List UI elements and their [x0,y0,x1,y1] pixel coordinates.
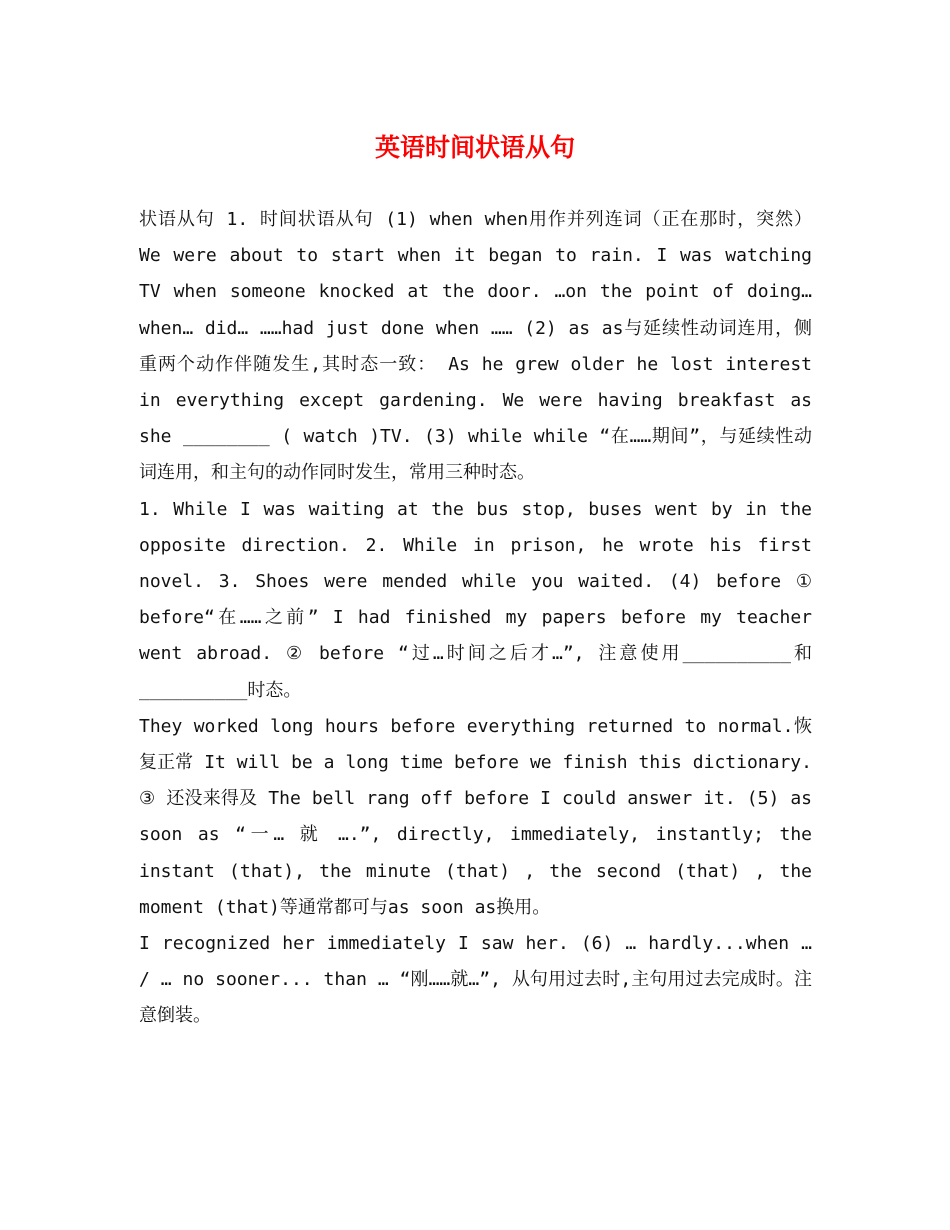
document-title: 英语时间状语从句 [374,133,575,162]
paragraph-1: 状语从句 1. 时间状语从句 (1) when when用作并列连词（正在那时，突然） We were about to start when it began to rain. I was watching TV when someone knocked at the door. …on the point of doing…when… did… ……had just done when …… (2) as as与延续性动词连用，侧重两个动作伴随发生,其时态一致： As he grew older he lost interest in everything except gardening. We were having breakfast as she ________ ( watch )TV. (3) while while “在……期间”，与延续性动词连用，和主句的动作同时发生，常用三种时态。 [139,209,812,484]
paragraph-3: They worked long hours before everything returned to normal.恢复正常 It will be a long time before we finish this dictionary. ③ 还没来得及 The bell rang off before I could answer it. (5) as soon as “一… 就 ….”, directly, immediately, instantly; the instant (that), the minute (that) , the second (that) , the moment (that)等通常都可与as soon as换用。 [139,715,812,918]
document-body [139,202,812,1035]
paragraph-4: I recognized her immediately I saw her. (6) … hardly...when … / … no sooner... than … “刚……就…”, 从句用过去时,主句用过去完成时。注意倒装。 [139,933,812,1027]
paragraph-2: 1. While I was waiting at the bus stop, buses went by in the opposite direction. 2. While in prison, he wrote his first novel. 3. Shoes were mended while you waited. (4) before ① before“在……之前” I had finished my papers before my teacher went abroad. ② before “过…时间之后才…”, 注意使用__________和__________时态。 [139,498,812,701]
